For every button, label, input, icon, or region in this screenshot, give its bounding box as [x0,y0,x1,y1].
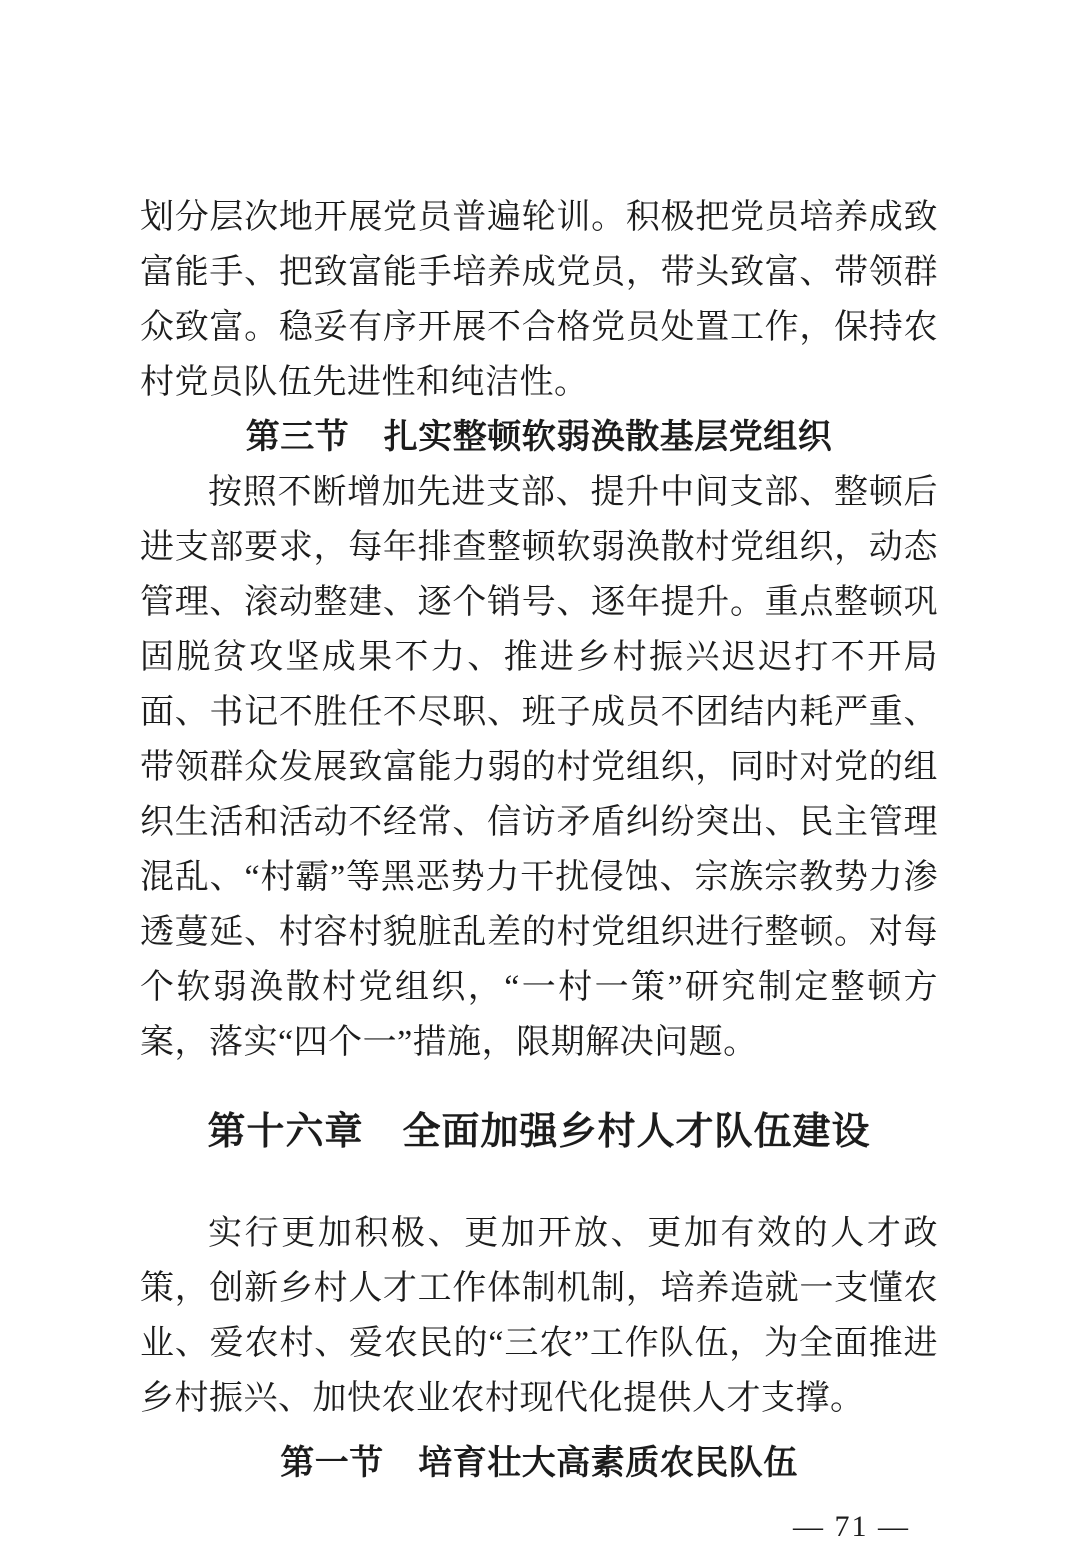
chapter-16-heading: 第十六章 全面加强乡村人才队伍建设 [207,1111,871,1153]
section-3-paragraph: 按照不断增加先进支部、提升中间支部、整顿后进支部要求，每年排查整顿软弱涣散村党组织，动态管理、滚动整建、逐个销号、逐年提升。重点整顿巩固脱贫攻坚成果不力、推进乡村振兴迟迟打不开局面、书记不胜任不尽职、班子成员不团结内耗严重、带领群众发展致富能力弱的村党组织，同时对党的组织生活和活动不经常、信访矛盾纠纷突出、民主管理混乱、“村霸”等黑恶势力干扰侵蚀、宗族宗教势力渗透蔓延、村容村貌脏乱差的村党组织进行整顿。对每个软弱涣散村党组织，“一村一策”研究制定整顿方案，落实“四个一”措施，限期解决问题。 [140,474,938,1061]
chapter-16-intro-paragraph: 实行更加积极、更加开放、更加有效的人才政策，创新乡村人才工作体制机制，培养造就一支懂农业、爱农村、爱农民的“三农”工作队伍，为全面推进乡村振兴、加快农业农村现代化提供人才支撑。 [140,1215,938,1417]
section-1-heading: 第一节 培育壮大高素质农民队伍 [280,1445,798,1482]
section-3-heading: 第三节 扎实整顿软弱涣散基层党组织 [245,419,833,456]
page-number: — 71 — [793,1510,910,1543]
continued-paragraph: 划分层次地开展党员普遍轮训。积极把党员培养成致富能手、把致富能手培养成党员，带头致富、带领群众致富。稳妥有序开展不合格党员处置工作，保持农村党员队伍先进性和纯洁性。 [140,199,938,401]
